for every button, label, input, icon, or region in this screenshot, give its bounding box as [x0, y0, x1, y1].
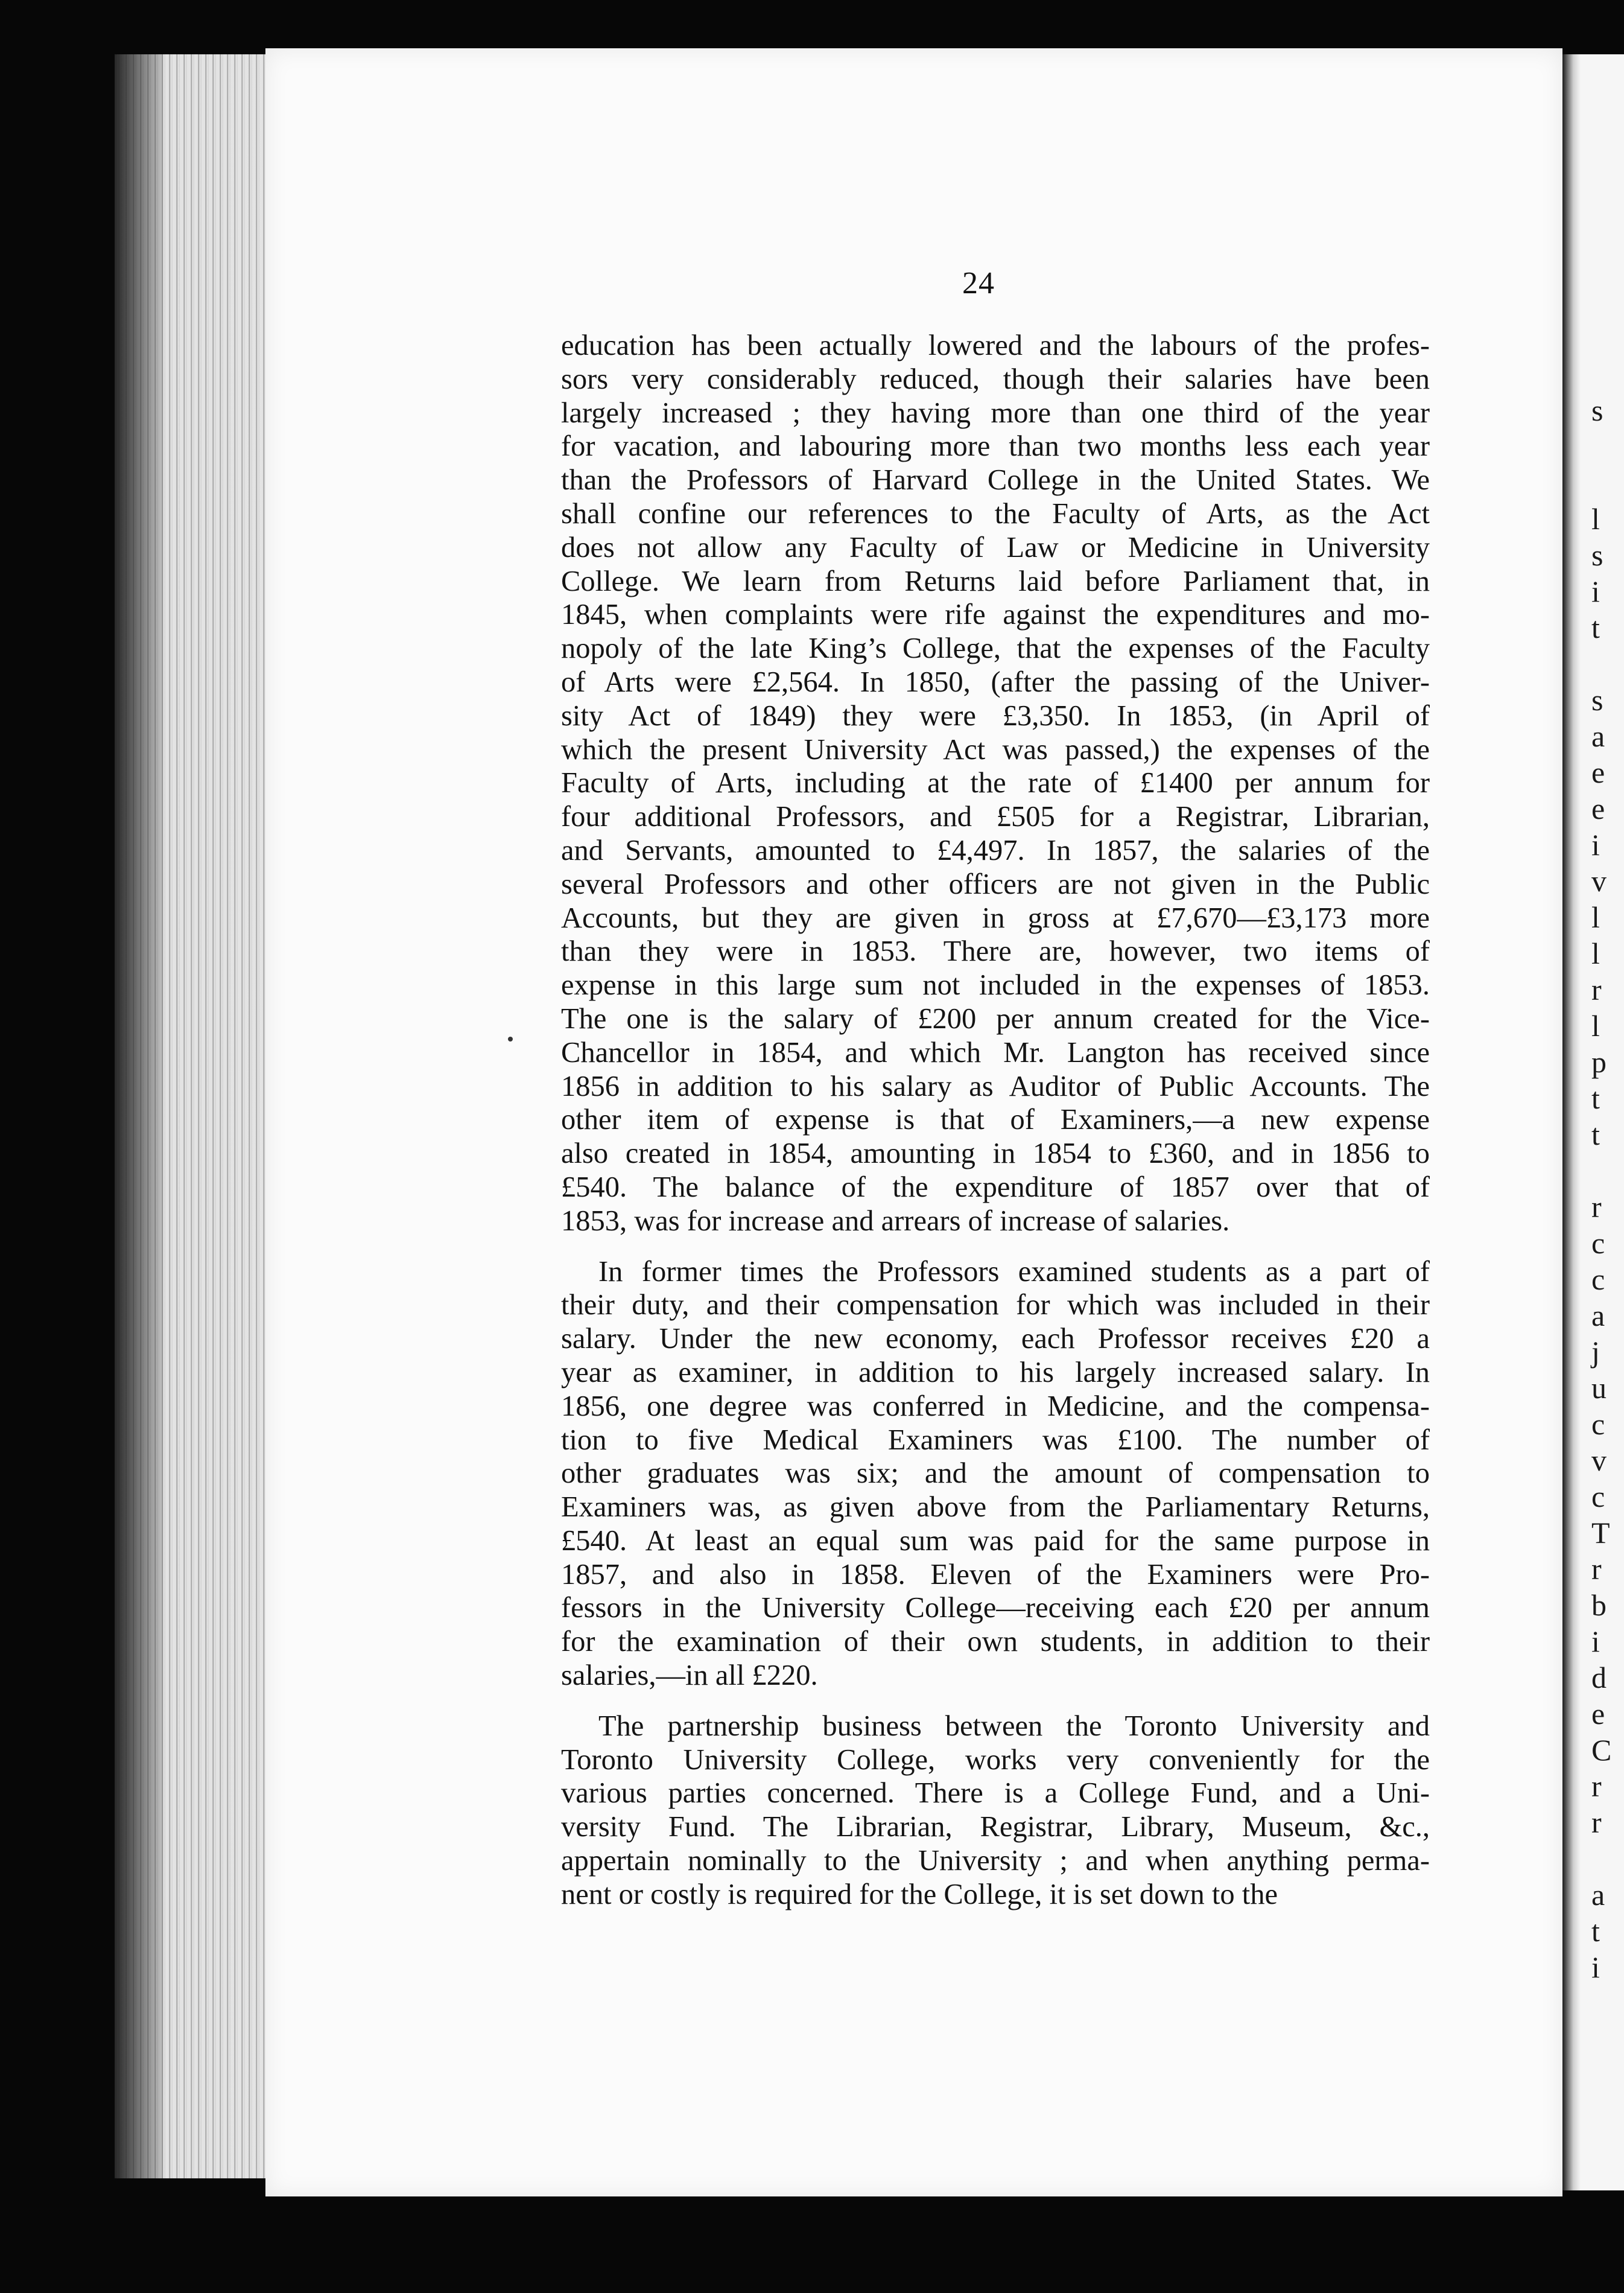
text-line: than the Professors of Harvard College in the United States. We	[561, 464, 1430, 497]
text-line: 1845, when complaints were rife against the expenditures and mo-	[561, 599, 1430, 631]
text-line: shall confine our references to the Faculty of Arts, as the Act	[561, 497, 1430, 530]
text-line: In former times the Professors examined students as a part of	[598, 1255, 1430, 1288]
text-line: of Arts were £2,564. In 1850, (after the passing of the Univer-	[561, 666, 1430, 698]
text-line: largely increased ; they having more than one third of the year	[561, 396, 1430, 429]
text-line: expense in this large sum not included in the expenses of 1853.	[561, 969, 1430, 1002]
text-line: salaries,—in all £220.	[561, 1659, 818, 1692]
page-number: 24	[962, 266, 995, 301]
text-line: The partnership business between the Toronto University and	[598, 1709, 1430, 1742]
text-line: their duty, and their compensation for which was included in their	[561, 1289, 1430, 1321]
text-line: appertain nominally to the University ; and when anything perma-	[561, 1845, 1430, 1877]
book-gutter	[1562, 54, 1581, 2190]
text-line: £540. At least an equal sum was paid for the same purpose in	[561, 1524, 1430, 1557]
text-line: which the present University Act was passed,) the expenses of the	[561, 733, 1430, 766]
text-line: education has been actually lowered and the labours of the profes-	[561, 329, 1430, 361]
text-line: 1856 in addition to his salary as Auditor of Public Accounts. The	[561, 1070, 1430, 1102]
text-line: College. We learn from Returns laid before Parliament that, in	[561, 565, 1430, 597]
facing-page-text-fragments: s l s i t s a e e i v l l r l p t t r c c a j u c v c T r b i d e C r r a t i	[1591, 393, 1612, 1984]
text-line: several Professors and other officers are not given in the Public	[561, 868, 1430, 900]
text-line: for the examination of their own students, in addition to their	[561, 1626, 1430, 1658]
text-line: sity Act of 1849) they were £3,350. In 1853, (in April of	[561, 699, 1430, 732]
text-line: nent or costly is required for the College, it is set down to the	[561, 1878, 1278, 1910]
text-line: also created in 1854, amounting in 1854 to £360, and in 1856 to	[561, 1137, 1430, 1170]
text-line: does not allow any Faculty of Law or Medicine in University	[561, 531, 1430, 564]
text-line: other graduates was six; and the amount of compensation to	[561, 1457, 1430, 1490]
text-line: salary. Under the new economy, each Professor receives £20 a	[561, 1323, 1430, 1355]
scan-speck	[508, 1037, 513, 1042]
text-line: for vacation, and labouring more than two months less each year	[561, 430, 1430, 463]
text-line: than they were in 1853. There are, however, two items of	[561, 935, 1430, 968]
facing-page-strip	[1562, 54, 1624, 2190]
text-line: The one is the salary of £200 per annum created for the Vice-	[561, 1002, 1430, 1035]
paragraph	[561, 1255, 1430, 1693]
text-line: other item of expense is that of Examiners,—a new expense	[561, 1104, 1430, 1136]
text-line: 1853, was for increase and arrears of increase of salaries.	[561, 1204, 1230, 1237]
text-line: fessors in the University College—receiving each £20 per annum	[561, 1592, 1430, 1624]
text-line: year as examiner, in addition to his largely increased salary. In	[561, 1356, 1430, 1388]
text-line: 1856, one degree was conferred in Medicine, and the compensa-	[561, 1390, 1430, 1422]
text-line: various parties concerned. There is a College Fund, and a Uni-	[561, 1777, 1430, 1810]
text-line: tion to five Medical Examiners was £100. The number of	[561, 1423, 1430, 1456]
text-line: four additional Professors, and £505 for a Registrar, Librarian,	[561, 801, 1430, 833]
text-line: versity Fund. The Librarian, Registrar, Library, Museum, &c.,	[561, 1811, 1430, 1843]
text-line: £540. The balance of the expenditure of 1857 over that of	[561, 1171, 1430, 1203]
text-line: Accounts, but they are given in gross at £7,670—£3,173 more	[561, 902, 1430, 934]
text-line: 1857, and also in 1858. Eleven of the Examiners were Pro-	[561, 1558, 1430, 1591]
text-line: nopoly of the late King’s College, that the expenses of the Faculty	[561, 632, 1430, 665]
text-line: Faculty of Arts, including at the rate of £1400 per annum for	[561, 767, 1430, 800]
text-line: sors very considerably reduced, though their salaries have been	[561, 363, 1430, 395]
text-line: Chancellor in 1854, and which Mr. Langton has received since	[561, 1036, 1430, 1069]
text-line: Examiners was, as given above from the Parliamentary Returns,	[561, 1491, 1430, 1524]
page-body-text	[561, 329, 1430, 1912]
text-line: and Servants, amounted to £4,497. In 1857, the salaries of the	[561, 834, 1430, 867]
text-line: Toronto University College, works very conveniently for the	[561, 1743, 1430, 1776]
paragraph	[561, 1709, 1430, 1912]
paragraph	[561, 329, 1430, 1238]
